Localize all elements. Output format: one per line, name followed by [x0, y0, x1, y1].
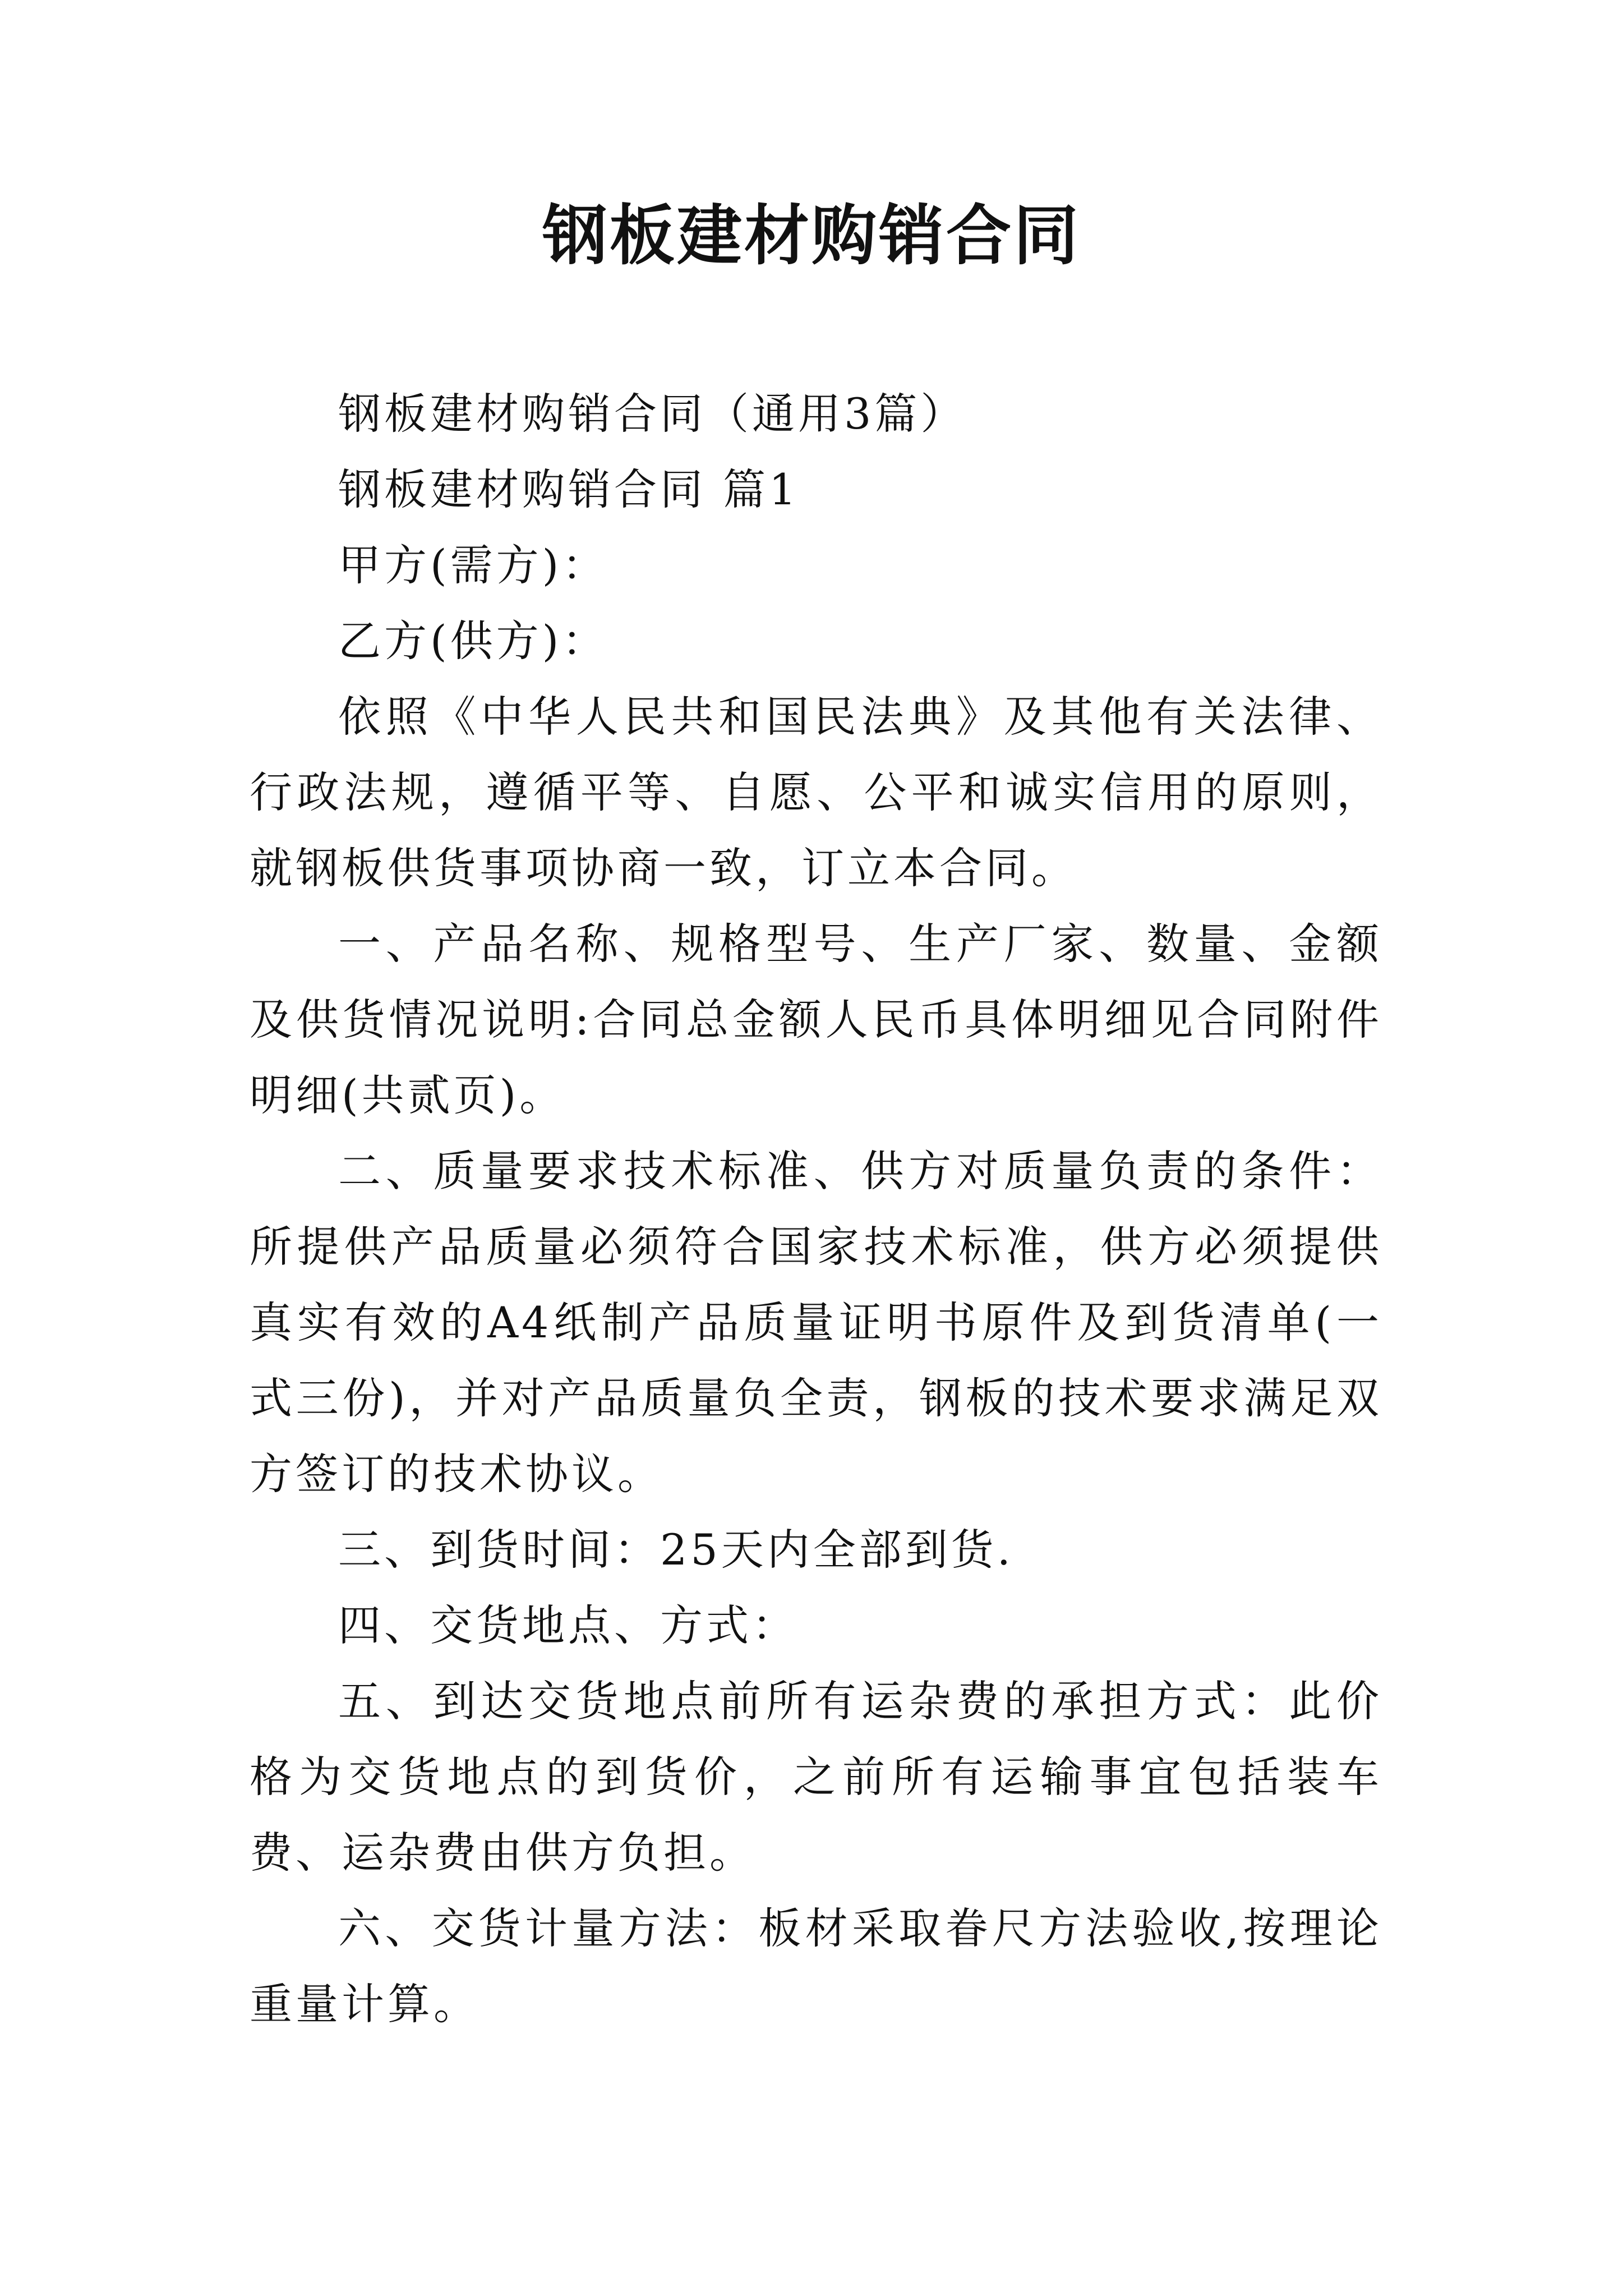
document-title: 钢板建材购销合同: [542, 197, 1081, 274]
clause-2-paragraph: 二、质量要求技术标准、供方对质量负责的条件：所提供产品质量必须符合国家技术标准，供方必须提供真实有效的A4纸制产品质量证明书原件及到货清单(一式三份)，并对产品质量负全责，钢板的技术要求满足双方签订的技术协议。: [250, 1146, 1382, 1499]
clause-6-paragraph: 六、交货计量方法：板材采取眷尺方法验收,按理论重量计算。: [250, 1903, 1382, 2029]
preamble-paragraph: 依照《中华人民共和国民法典》及其他有关法律、行政法规，遵循平等、自愿、公平和诚实信用的原则，就钢板供货事项协商一致，订立本合同。: [250, 692, 1382, 893]
document-body: [250, 376, 1382, 2042]
clause-3-paragraph: 三、到货时间：25天内全部到货.: [338, 1525, 1014, 1575]
party-a-line: 甲方(需方)：: [338, 540, 608, 590]
section-heading: 钢板建材购销合同 篇1: [338, 464, 800, 514]
party-b-line: 乙方(供方)：: [338, 616, 608, 666]
subtitle-paragraph: 钢板建材购销合同（通用3篇）: [338, 389, 967, 439]
clause-5-paragraph: 五、到达交货地点前所有运杂费的承担方式：此价格为交货地点的到货价，之前所有运输事宜包括装车费、运杂费由供方负担。: [250, 1676, 1382, 1878]
clause-4-paragraph: 四、交货地点、方式：: [338, 1600, 798, 1650]
clause-1-paragraph: 一、产品名称、规格型号、生产厂家、数量、金额及供货情况说明:合同总金额人民币具体明细见合同附件明细(共贰页)。: [250, 919, 1382, 1120]
